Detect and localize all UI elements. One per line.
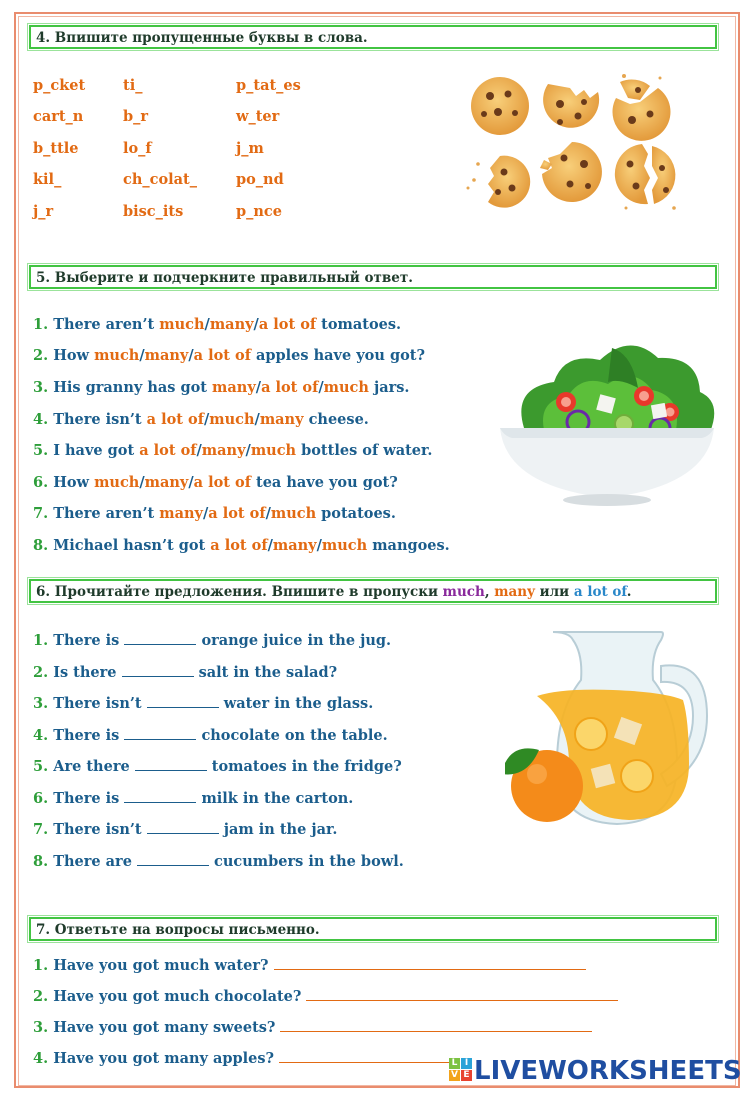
answer-input[interactable] xyxy=(279,1050,455,1063)
gap-sentence: 6. There is milk in the carton. xyxy=(33,790,354,807)
cookie-icon xyxy=(615,144,676,210)
option[interactable]: much xyxy=(321,537,368,554)
choice-sentence: 3. His granny has got many/a lot of/much jars. xyxy=(33,379,410,396)
option[interactable]: many xyxy=(201,442,246,459)
option[interactable]: a lot of xyxy=(193,347,251,364)
gap-sentence: 4. There is chocolate on the table. xyxy=(33,727,388,744)
option[interactable]: many xyxy=(209,316,254,333)
liveworksheets-logo-text: LIVEWORKSHEETS xyxy=(474,1056,742,1086)
cookie-icon xyxy=(467,156,531,208)
option[interactable]: a lot of xyxy=(146,411,204,428)
gap-sentence: 1. There is orange juice in the jug. xyxy=(33,632,392,649)
gap-input[interactable] xyxy=(147,695,219,708)
word[interactable]: ch_colat_ xyxy=(123,171,197,188)
gap-input[interactable] xyxy=(137,853,209,866)
choice-sentence: 5. I have got a lot of/many/much bottles of water. xyxy=(33,442,433,459)
option[interactable]: many xyxy=(212,379,256,396)
salad-bowl-illustration xyxy=(494,338,720,508)
option[interactable]: many xyxy=(144,474,189,491)
word[interactable]: p_cket xyxy=(33,77,86,94)
choice-sentence: 7. There aren’t many/a lot of/much potatoes. xyxy=(33,505,396,522)
juice-jug-illustration xyxy=(505,626,719,836)
option[interactable]: a lot of xyxy=(193,474,251,491)
cookie-icon xyxy=(543,84,599,128)
option[interactable]: many xyxy=(259,411,304,428)
gap-input[interactable] xyxy=(135,758,207,771)
word[interactable]: j_r xyxy=(33,203,54,220)
option[interactable]: much xyxy=(94,474,140,491)
liveworksheets-logo: L I V E xyxy=(449,1058,475,1086)
option[interactable]: much xyxy=(209,411,255,428)
gap-sentence: 2. Is there salt in the salad? xyxy=(33,664,338,681)
word[interactable]: b_ttle xyxy=(33,140,79,157)
answer-input[interactable] xyxy=(274,957,586,970)
section-7-header: 7. Ответьте на вопросы письменно. xyxy=(29,917,717,941)
word[interactable]: b_r xyxy=(123,108,149,125)
word[interactable]: cart_n xyxy=(33,108,84,125)
section-6-header: 6. Прочитайте предложения. Впишите в пропуски much, many или a lot of. xyxy=(29,579,717,603)
gap-sentence: 7. There isn’t jam in the jar. xyxy=(33,821,338,838)
cookie-icon xyxy=(471,77,529,135)
choice-sentence: 1. There aren’t much/many/a lot of tomatoes. xyxy=(33,316,402,333)
question: 4. Have you got many apples? xyxy=(33,1050,455,1067)
word[interactable]: lo_f xyxy=(123,140,152,157)
option[interactable]: many xyxy=(272,537,317,554)
option[interactable]: much xyxy=(323,379,369,396)
choice-sentence: 6. How much/many/a lot of tea have you got? xyxy=(33,474,398,491)
option[interactable]: much xyxy=(94,347,140,364)
word[interactable]: bisc_its xyxy=(123,203,184,220)
option[interactable]: much xyxy=(270,505,317,522)
gap-input[interactable] xyxy=(124,727,196,740)
question: 3. Have you got many sweets? xyxy=(33,1019,592,1036)
option[interactable]: a lot of xyxy=(208,505,266,522)
answer-input[interactable] xyxy=(306,988,618,1001)
gap-sentence: 8. There are cucumbers in the bowl. xyxy=(33,853,404,870)
word[interactable]: p_nce xyxy=(236,203,282,220)
cookie-icon xyxy=(540,142,602,202)
choice-sentence: 8. Michael hasn’t got a lot of/many/much mangoes. xyxy=(33,537,450,554)
choice-sentence: 4. There isn’t a lot of/much/many cheese. xyxy=(33,411,369,428)
word[interactable]: po_nd xyxy=(236,171,284,188)
section-4-header: 4. Впишите пропущенные буквы в слова. xyxy=(29,25,717,49)
option[interactable]: many xyxy=(159,505,203,522)
option[interactable]: a lot of xyxy=(261,379,319,396)
question: 1. Have you got much water? xyxy=(33,957,586,974)
gap-input[interactable] xyxy=(147,821,219,834)
word[interactable]: j_m xyxy=(236,140,264,157)
cookie-icon xyxy=(612,74,670,141)
gap-input[interactable] xyxy=(122,664,194,677)
option[interactable]: much xyxy=(250,442,297,459)
section-5-header: 5. Выберите и подчеркните правильный ответ. xyxy=(29,265,717,289)
option[interactable]: many xyxy=(144,347,189,364)
gap-input[interactable] xyxy=(124,790,196,803)
word[interactable]: ti_ xyxy=(123,77,143,94)
gap-sentence: 3. There isn’t water in the glass. xyxy=(33,695,374,712)
option[interactable]: a lot of xyxy=(210,537,268,554)
word[interactable]: kil_ xyxy=(33,171,62,188)
gap-input[interactable] xyxy=(124,632,196,645)
cookies-illustration xyxy=(460,68,690,213)
gap-sentence: 5. Are there tomatoes in the fridge? xyxy=(33,758,402,775)
word[interactable]: p_tat_es xyxy=(236,77,301,94)
word[interactable]: w_ter xyxy=(236,108,280,125)
answer-input[interactable] xyxy=(280,1019,592,1032)
option[interactable]: much xyxy=(159,316,205,333)
question: 2. Have you got much chocolate? xyxy=(33,988,618,1005)
option[interactable]: a lot of xyxy=(258,316,317,333)
choice-sentence: 2. How much/many/a lot of apples have you got? xyxy=(33,347,425,364)
option[interactable]: a lot of xyxy=(139,442,197,459)
